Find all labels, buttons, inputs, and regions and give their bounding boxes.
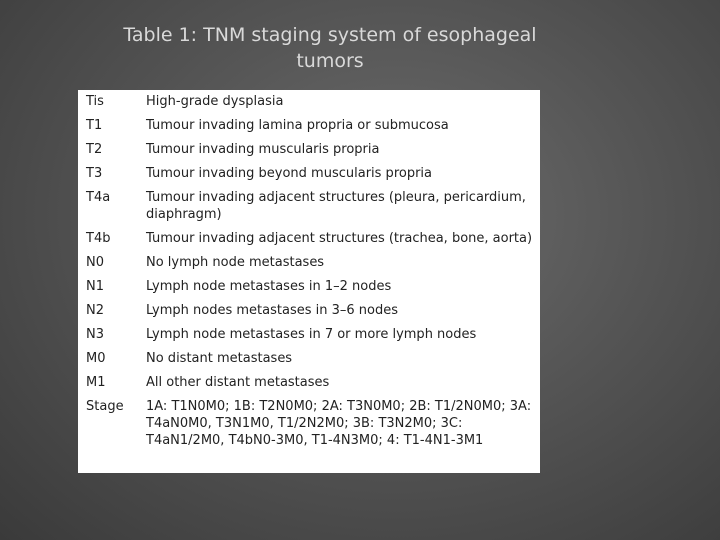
table-row (78, 347, 540, 371)
table-row (78, 186, 540, 227)
slide-title (40, 22, 620, 74)
row-description: Tumour invading adjacent structures (trachea, bone, aorta) (146, 231, 533, 246)
row-description: 1A: T1N0M0; 1B: T2N0M0; 2A: T3N0M0; 2B: T1/2N0M0; 3A: T4aN0M0, T3N1M0, T1/2N2M0; 3B: T3N2M0; 3C: T4aN1/2M0, T4bN0-3M0, T1-4N3M0; 4: T1-4N1-3M1 (146, 399, 532, 448)
tnm-table-image (78, 90, 540, 473)
table-row (78, 323, 540, 347)
row-description: No distant metastases (146, 351, 293, 366)
tnm-staging-table (78, 90, 540, 453)
slide-title-line-2: tumors (296, 50, 364, 72)
table-row (78, 227, 540, 251)
table-row (78, 275, 540, 299)
row-description: All other distant metastases (146, 375, 330, 390)
row-description: No lymph node metastases (146, 255, 325, 270)
table-row (78, 371, 540, 395)
table-row (78, 395, 540, 453)
row-description: Tumour invading lamina propria or submucosa (146, 118, 449, 133)
row-code: T1 (86, 118, 103, 133)
row-code: N0 (86, 255, 104, 270)
table-row (78, 90, 540, 114)
row-description: Tumour invading beyond muscularis propria (146, 166, 432, 181)
row-code: N3 (86, 327, 104, 342)
table-row (78, 138, 540, 162)
row-description: Tumour invading adjacent structures (pleura, pericardium, diaphragm) (146, 190, 526, 222)
row-code: T3 (86, 166, 103, 181)
slide-title-line-1: Table 1: TNM staging system of esophageal (123, 24, 537, 46)
table-row (78, 251, 540, 275)
row-code: Stage (86, 399, 124, 414)
row-code: N2 (86, 303, 104, 318)
table-row (78, 162, 540, 186)
table-row (78, 114, 540, 138)
table-row (78, 299, 540, 323)
row-description: Lymph node metastases in 1–2 nodes (146, 279, 392, 294)
row-description: Lymph nodes metastases in 3–6 nodes (146, 303, 398, 318)
row-code: T4b (86, 231, 111, 246)
row-code: T4a (86, 190, 111, 205)
row-code: Tis (86, 94, 104, 109)
row-code: T2 (86, 142, 103, 157)
row-code: M0 (86, 351, 106, 366)
row-code: M1 (86, 375, 106, 390)
row-code: N1 (86, 279, 104, 294)
row-description: High-grade dysplasia (146, 94, 284, 109)
row-description: Tumour invading muscularis propria (146, 142, 380, 157)
row-description: Lymph node metastases in 7 or more lymph nodes (146, 327, 477, 342)
